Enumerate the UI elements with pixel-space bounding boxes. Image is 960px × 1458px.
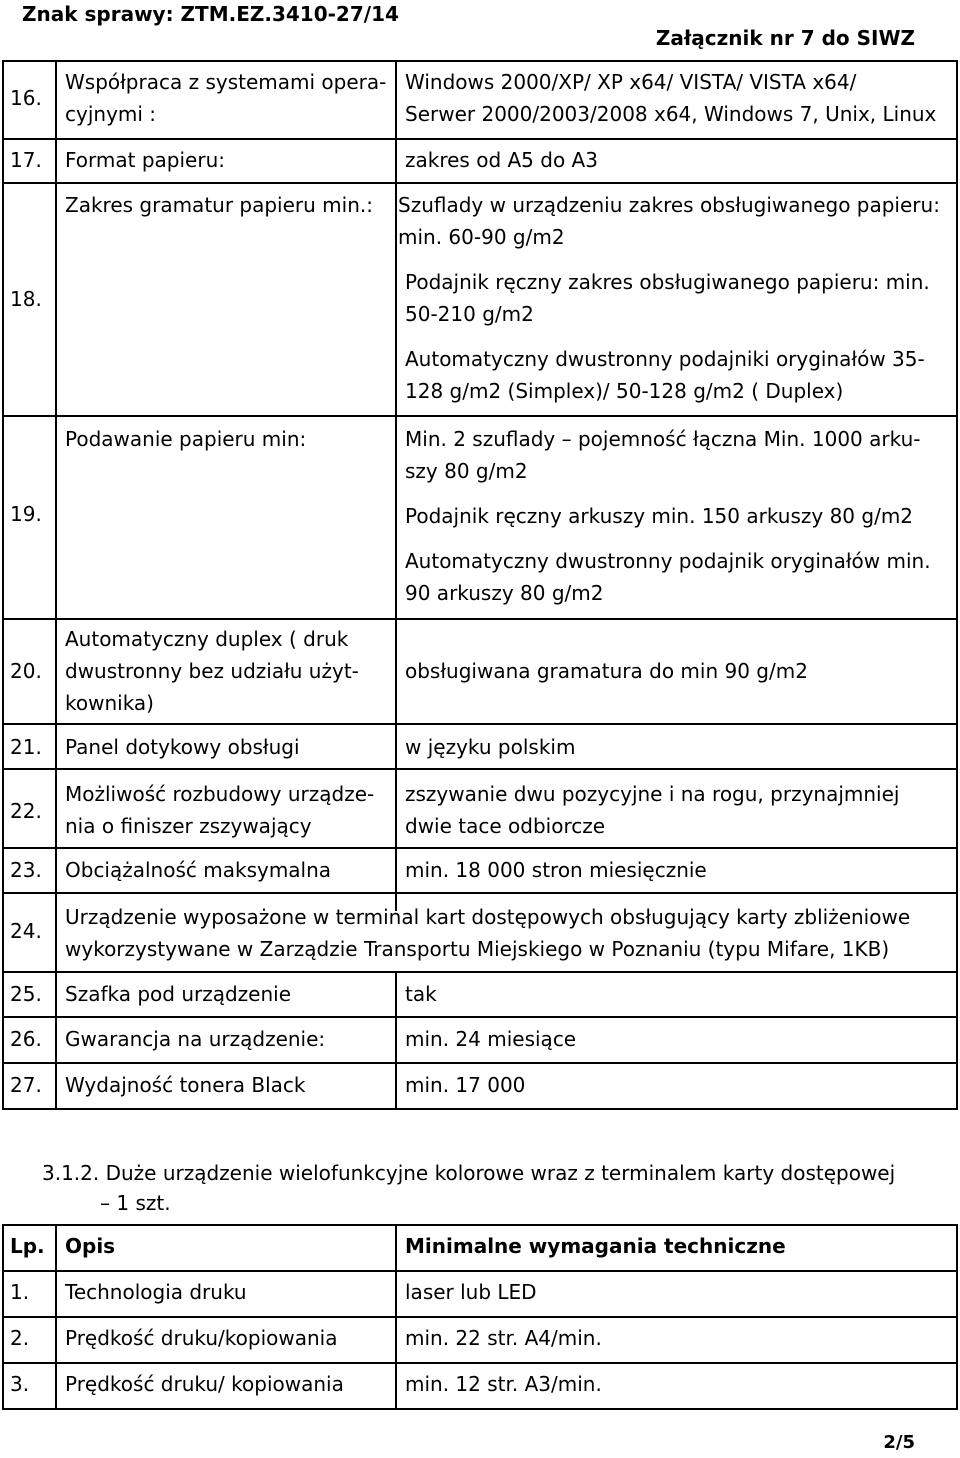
row-desc: cyjnymi : xyxy=(65,102,157,126)
section-title-line: 3.1.2. Duże urządzenie wielofunkcyjne kolorowe wraz z terminalem karty dostępowej xyxy=(42,1161,896,1185)
row-value: Podajnik ręczny zakres obsługiwanego papieru: min. xyxy=(405,270,930,294)
row-desc: Gwarancja na urządzenie: xyxy=(65,1027,326,1051)
row-desc: Wydajność tonera Black xyxy=(65,1073,306,1097)
row-desc: Technologia druku xyxy=(65,1280,247,1304)
row-value: zakres od A5 do A3 xyxy=(405,148,598,172)
row-desc: Prędkość druku/ kopiowania xyxy=(65,1372,344,1396)
row-desc: Format papieru: xyxy=(65,148,225,172)
row-desc: Panel dotykowy obsługi xyxy=(65,735,300,759)
row-desc: Urządzenie wyposażone w terminal kart dostępowych obsługujący karty zbliżeniowe xyxy=(65,905,911,929)
row-value: zszywanie dwu pozycyjne i na rogu, przynajmniej xyxy=(405,782,900,806)
row-value: Podajnik ręczny arkuszy min. 150 arkuszy 80 g/m2 xyxy=(405,504,914,528)
row-value: szy 80 g/m2 xyxy=(405,459,528,483)
row-number: 27. xyxy=(10,1073,42,1097)
row-value: Serwer 2000/2003/2008 x64, Windows 7, Unix, Linux xyxy=(405,102,937,126)
row-desc: Możliwość rozbudowy urządze- xyxy=(65,782,375,806)
row-value: Min. 2 szuflady – pojemność łączna Min. 1000 arku- xyxy=(405,427,921,451)
row-value: tak xyxy=(405,982,437,1006)
row-number: 16. xyxy=(10,86,42,110)
row-desc: Podawanie papieru min: xyxy=(65,427,307,451)
row-value: min. 17 000 xyxy=(405,1073,526,1097)
row-value: 90 arkuszy 80 g/m2 xyxy=(405,581,604,605)
row-value: Automatyczny dwustronny podajniki oryginałów 35- xyxy=(405,347,925,371)
row-value: Szuflady w urządzeniu zakres obsługiwanego papieru: xyxy=(398,193,940,217)
row-number: 17. xyxy=(10,148,42,172)
column-header-requirements: Minimalne wymagania techniczne xyxy=(405,1234,786,1258)
row-number: 3. xyxy=(10,1372,30,1396)
row-desc: Prędkość druku/kopiowania xyxy=(65,1326,338,1350)
row-desc: Współpraca z systemami opera- xyxy=(65,70,387,94)
page-number: 2/5 xyxy=(883,1432,915,1453)
row-value: min. 22 str. A4/min. xyxy=(405,1326,602,1350)
section-title xyxy=(42,1158,922,1218)
row-desc: Automatyczny duplex ( druk xyxy=(65,627,349,651)
row-number: 26. xyxy=(10,1027,42,1051)
row-value: dwie tace odbiorcze xyxy=(405,814,606,838)
row-desc: dwustronny bez udziału użyt- xyxy=(65,659,359,683)
case-number: Znak sprawy: ZTM.EZ.3410-27/14 xyxy=(22,2,399,26)
row-value: min. 18 000 stron miesięcznie xyxy=(405,858,707,882)
annex-label: Załącznik nr 7 do SIWZ xyxy=(655,26,915,50)
row-value: laser lub LED xyxy=(405,1280,537,1304)
section-title-line: – 1 szt. xyxy=(100,1191,171,1215)
row-desc: wykorzystywane w Zarządzie Transportu Miejskiego w Poznaniu (typu Mifare, 1KB) xyxy=(65,937,890,961)
row-desc: Szafka pod urządzenie xyxy=(65,982,292,1006)
row-number: 1. xyxy=(10,1280,30,1304)
row-value: Automatyczny dwustronny podajnik oryginałów min. xyxy=(405,549,931,573)
row-value: obsługiwana gramatura do min 90 g/m2 xyxy=(405,659,808,683)
row-number: 24. xyxy=(10,919,42,943)
row-desc: Obciążalność maksymalna xyxy=(65,858,332,882)
row-number: 22. xyxy=(10,799,42,823)
row-number: 25. xyxy=(10,982,42,1006)
row-number: 2. xyxy=(10,1326,30,1350)
column-header-description: Opis xyxy=(65,1234,116,1258)
row-number: 18. xyxy=(10,287,42,311)
row-value: min. 12 str. A3/min. xyxy=(405,1372,602,1396)
row-desc: kownika) xyxy=(65,691,154,715)
row-value: 128 g/m2 (Simplex)/ 50-128 g/m2 ( Duplex) xyxy=(405,379,844,403)
row-number: 23. xyxy=(10,858,42,882)
row-value: min. 24 miesiące xyxy=(405,1027,577,1051)
row-value: Windows 2000/XP/ XP x64/ VISTA/ VISTA x64/ xyxy=(405,70,857,94)
row-value: 50-210 g/m2 xyxy=(405,302,534,326)
row-value: min. 60-90 g/m2 xyxy=(398,225,565,249)
row-number: 20. xyxy=(10,659,42,683)
row-desc: nia o finiszer zszywający xyxy=(65,814,312,838)
row-value: w języku polskim xyxy=(405,735,576,759)
row-desc: Zakres gramatur papieru min.: xyxy=(65,193,373,217)
column-header-number: Lp. xyxy=(10,1234,45,1258)
row-number: 21. xyxy=(10,735,42,759)
row-number: 19. xyxy=(10,502,42,526)
